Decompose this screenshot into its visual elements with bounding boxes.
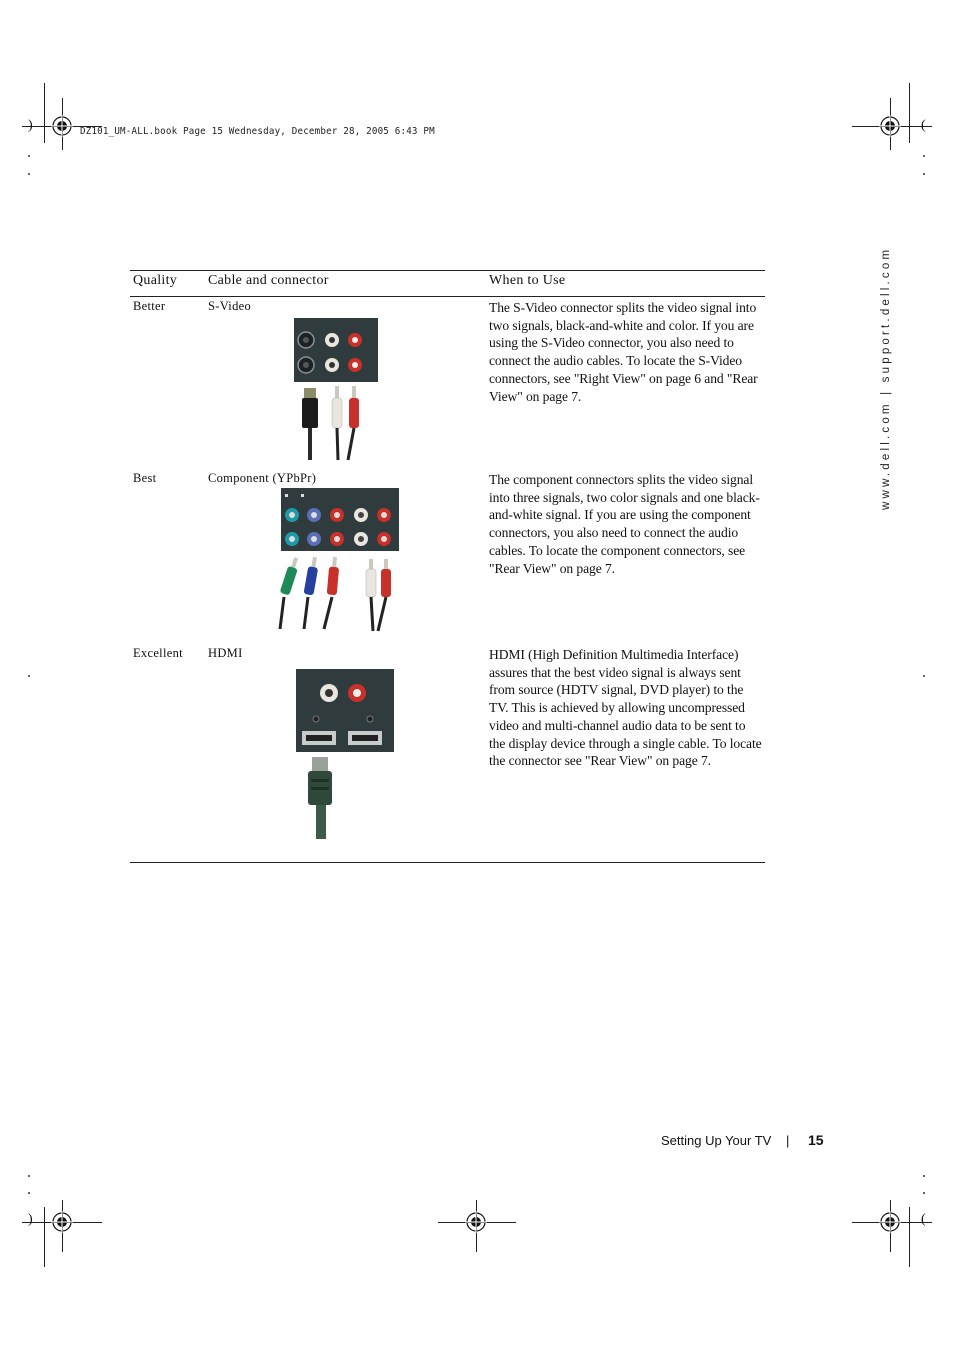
description-cell: The S-Video connector splits the video signal into two signals, black-and-white and color. If you are using the S-Video connector, you also need to connect the audio cables. To locate the S-Video connectors, see "Right View" on page 6 and "Rear View" on page 7. — [489, 300, 758, 404]
cable-cell: Component (YPbPr) — [208, 471, 317, 485]
header-cable: Cable and connector — [208, 273, 329, 288]
component-panel-image — [281, 488, 399, 551]
header-when: When to Use — [489, 273, 566, 288]
table-header-rule — [130, 296, 765, 297]
footer-section-title: Setting Up Your TV — [661, 1133, 772, 1148]
quality-cell: Excellent — [133, 646, 183, 660]
registration-mark-icon — [43, 1203, 81, 1241]
registration-mark-icon — [43, 107, 81, 145]
hdmi-panel-image — [296, 669, 394, 752]
registration-mark-icon — [871, 107, 909, 145]
table-bottom-rule — [130, 862, 765, 863]
svideo-panel-image — [294, 318, 378, 382]
description-cell: HDMI (High Definition Multimedia Interface) assures that the best video signal is always sent from source (HDTV signal, DVD player) to the TV. This is achieved by allowing uncompressed video and multi-channel audio data to be sent to the display device through a single cable. To locate the connector see "Rear View" on page 7. — [489, 647, 762, 769]
svideo-cable-image — [298, 384, 368, 462]
footer-separator: | — [786, 1133, 790, 1148]
cable-cell: HDMI — [208, 646, 243, 660]
table-top-rule — [130, 270, 765, 271]
component-cable-image — [276, 555, 396, 633]
quality-cell: Better — [133, 299, 166, 313]
side-url: www.dell.com | support.dell.com — [880, 246, 892, 510]
description-cell: The component connectors splits the video signal into three signals, two color signals and one black-and-white signal. If you are using the component connectors, you also need to connect the audio cables. To locate the component connectors, see "Rear View" on page 7. — [489, 472, 760, 576]
hdmi-cable-image — [302, 757, 342, 841]
page-number: 15 — [808, 1132, 824, 1148]
cable-cell: S-Video — [208, 299, 252, 313]
registration-mark-icon — [457, 1203, 495, 1241]
header-quality: Quality — [133, 273, 178, 288]
book-slug-line: DZ101_UM-ALL.book Page 15 Wednesday, December 28, 2005 6:43 PM — [80, 126, 435, 137]
registration-mark-icon — [871, 1203, 909, 1241]
quality-cell: Best — [133, 471, 157, 485]
